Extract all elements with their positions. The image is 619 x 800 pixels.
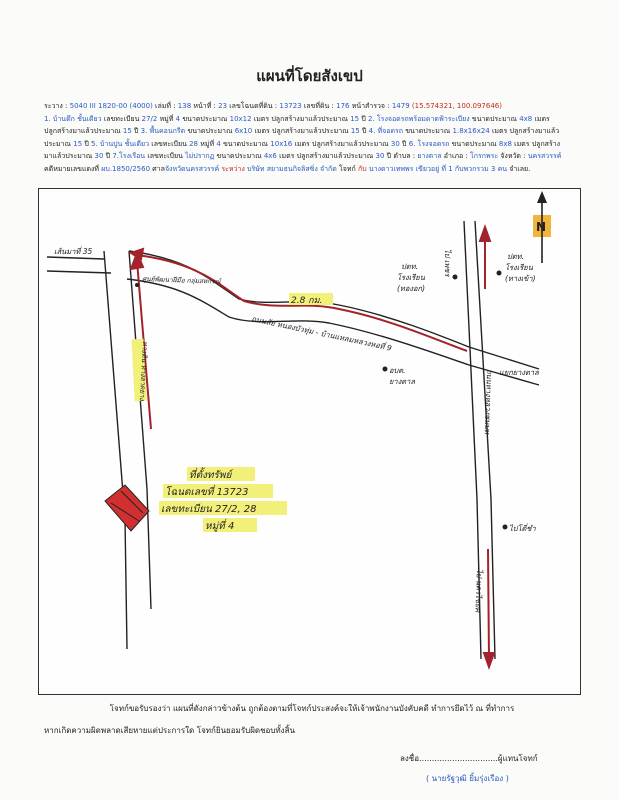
footer-certify: โจทก์ขอรับรองว่า แผนที่ดังกล่าวข้างต้น ถูกต้องตามที่โจทก์ประสงค์จะให้เจ้าพนักงานบังคับคดี ทำการยึดไว้ ณ ที่ทำการ <box>109 704 515 713</box>
cooperative-label: ศูนย์พัฒนาฝีมือ กลุ่มสหกรณ์ <box>141 275 221 286</box>
junction-label: แยกยางตาล <box>499 368 539 377</box>
school2-a: ปตท. <box>507 252 524 261</box>
info-line-3: ปลูกสร้างมาแล้วประมาณ 15 ปี 3. พื้นคอนกรีต ขนาดประมาณ 6x10 เมตร ปลูกสร้างมาแล้วประมาณ 15 ปี 4. ที่จอดรถ ขนาดประมาณ 1.8x16x24 เมตร ปลูกสร้างมาแล้ว <box>44 127 560 136</box>
left-road <box>104 251 151 649</box>
target-moo: หมู่ที่ 4 <box>205 521 235 532</box>
school1-c: (ทองอก) <box>397 284 426 293</box>
bank-label: ไปโตี่ชำ <box>509 524 536 533</box>
road-main-label: ถนนลัย หนองบัวทุ่ม - บ้านแหลมหลวงหอที่ 9 <box>250 314 393 353</box>
target-reg: เลขทะเบียน 27/2, 28 <box>161 504 257 515</box>
signature-line <box>400 752 538 765</box>
road-left-2-label: ทางดิน ทางลาดยาง <box>137 340 149 401</box>
top-left-road <box>47 257 111 273</box>
school1-a: ปตท. <box>401 262 418 271</box>
page-title: แผนที่โดยสังเขป <box>256 67 363 85</box>
parcel-info <box>44 100 578 176</box>
north-label: N <box>536 220 547 234</box>
distance-label: 2.8 กม. <box>291 296 323 306</box>
temple-b: ยางตาล <box>389 377 415 386</box>
sign-role: ผู้แทนโจทก์ <box>497 754 538 763</box>
info-line-1: ระวาง : 5040 III 1820-00 (4000) เล่มที่ : 138 หน้าที่ : 23 เลขโฉนดที่ดิน : 13723 เลขที่ดิน : 176 หน้าสำรวจ : 1479 (15.574321, 100.097646) <box>44 102 502 110</box>
target-parcel <box>105 485 149 531</box>
school2-dot <box>497 271 502 276</box>
target-title: ที่ตั้งทรัพย์ <box>189 470 232 481</box>
info-line-6: คดีหมายเลขแดงที่ ผบ.1850/2560 ศาลจังหวัดนครสวรรค์ ระหว่าง บริษัท สยามธนกิจลิสซิ่ง จำกัด โจทก์ กับ นางดาวเทพพร เขียวอยู่ ที่ 1 กับพวกรวม 3 คน จำเลย. <box>44 164 531 173</box>
temple-a: อบต. <box>389 366 406 375</box>
school2-c: (ทางเข้า) <box>505 274 536 283</box>
road-right-label: ถนนทางหลวงชนบท <box>482 368 494 435</box>
road-bottom-right-label: ไป นครไชยศ <box>473 568 484 613</box>
school1-dot <box>453 275 458 280</box>
temple-dot <box>383 367 388 372</box>
signer-name: ( นายรัฐวุฒิ ยิ้มรุ่งเรือง ) <box>426 774 509 783</box>
sketch-map <box>39 189 580 694</box>
map-frame <box>38 188 581 695</box>
sign-pre: ลงชื่อ............................... <box>400 754 498 763</box>
info-line-5: มาแล้วประมาณ 30 ปี 7.โรงเรือน เลขทะเบียน ไม่ปรากฏ ขนาดประมาณ 4x6 เมตร ปลูกสร้างมาแล้วประมาณ 30 ปี ตำบล : ยางตาล อำเภอ : โกรกพระ จังหวัด : นครสวรรค์ <box>44 152 562 161</box>
bank-dot <box>503 525 508 530</box>
info-line-2: 1. บ้านตึก ชั้นเดียว เลขทะเบียน 27/2 หมู่ที่ 4 ขนาดประมาณ 10x12 เมตร ปลูกสร้างมาแล้วประมาณ 15 ปี 2. โรงจอดรถพร้อมดาดฟ้าระเบียง ขนาดประมาณ 4x8 เมตร <box>44 114 550 123</box>
road-left-label: เส้นมาที่ 35 <box>54 247 93 256</box>
target-deed: โฉนดเลขที่ 13723 <box>165 487 249 498</box>
info-line-4: ประมาณ 15 ปี 5. บ้านปูน ชั้นเดียว เลขทะเบียน 28 หมู่ที่ 4 ขนาดประมาณ 10x16 เมตร ปลูกสร้างมาแล้วประมาณ 30 ปี 6. โรงจอดรถ ขนาดประมาณ 8x8 เมตร ปลูกสร้าง <box>44 139 561 148</box>
school2-b: โรงเรียน <box>505 263 533 272</box>
school1-b: โรงเรียน <box>397 273 425 282</box>
cooperative-dot <box>135 283 139 287</box>
road-right-top-label: ไป เพชร <box>443 249 452 277</box>
footer-liability: หากเกิดความผิดพลาดเสียหายแต่ประการใด โจทก์ยินยอมรับผิดชอบทั้งสิ้น <box>44 726 295 735</box>
